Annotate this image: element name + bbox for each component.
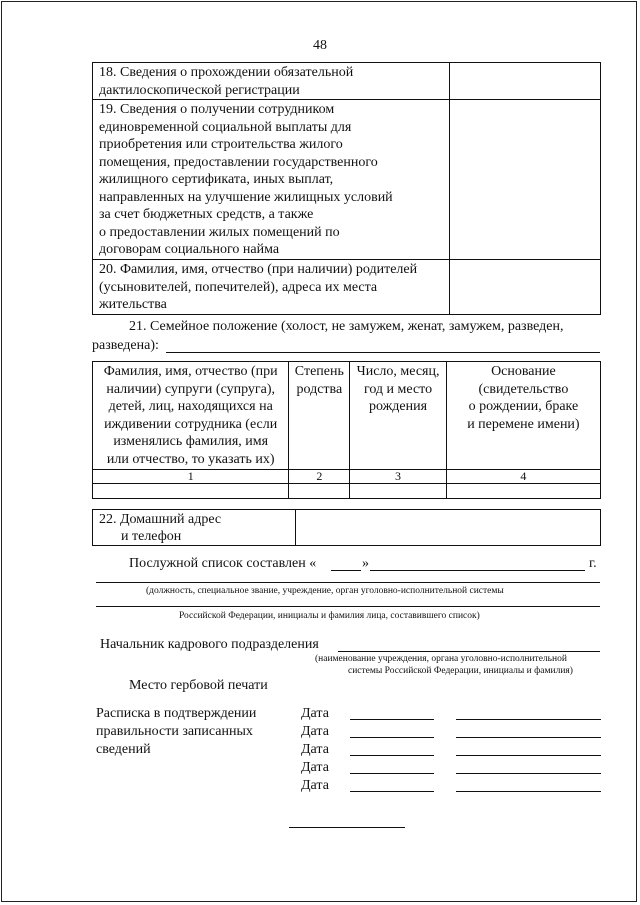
receipt-line-1: Расписка в подтверждении [96, 706, 257, 721]
empty-cell[interactable] [93, 484, 289, 499]
table-row [93, 63, 601, 100]
date-input-line[interactable] [350, 719, 434, 720]
compiled-day-input[interactable] [331, 570, 361, 571]
page-number: 48 [313, 38, 327, 53]
family-status-input-line[interactable] [166, 352, 600, 353]
receipt-line-3: сведений [96, 742, 151, 757]
signature-input-line[interactable] [456, 755, 601, 756]
signature-input-line[interactable] [456, 737, 601, 738]
compiler-name-line[interactable] [96, 606, 600, 607]
compiler-position-line[interactable] [96, 582, 600, 583]
compiler-caption-1: (должность, специальное звание, учреждение, орган уголовно-исполнительной системы [146, 586, 504, 596]
date-label: Дата [301, 706, 329, 721]
date-label: Дата [301, 760, 329, 775]
table-row [93, 260, 601, 315]
item-18-value-cell[interactable] [450, 63, 601, 100]
header-birth: Число, месяц, год и место рождения [350, 362, 447, 470]
date-label: Дата [301, 778, 329, 793]
item-19-label: 19. Сведения о получении сотрудником единовременной социальной выплаты для приобретения или строительства жилого помещения, предоставлении государственного жилищного сертификата, иных выплат, направленных на улучшение жилищных условий за счет бюджетных средств, а также о предоставлении жилых помещений по договорам социального найма [93, 100, 450, 260]
family-status-line2: разведена): [92, 338, 159, 353]
empty-cell[interactable] [446, 484, 600, 499]
family-status-line1: 21. Семейное положение (холост, не замужем, женат, замужем, разведен, [129, 319, 564, 334]
address-value-cell[interactable] [296, 510, 601, 546]
hr-head-label: Начальник кадрового подразделения [100, 637, 319, 652]
date-label: Дата [301, 724, 329, 739]
item-20-label: 20. Фамилия, имя, отчество (при наличии) родителей (усыновителей, попечителей), адреса их места жительства [93, 260, 450, 315]
item-18-label: 18. Сведения о прохождении обязательной дактилоскопической регистрации [93, 63, 450, 100]
column-number: 3 [350, 470, 447, 484]
compiled-prefix: Послужной список составлен « [129, 556, 317, 571]
header-basis: Основание (свидетельство о рождении, браке и перемене имени) [446, 362, 600, 470]
signature-input-line[interactable] [456, 719, 601, 720]
column-number: 1 [93, 470, 289, 484]
table-row [93, 100, 601, 260]
column-number: 4 [446, 470, 600, 484]
hr-head-caption-2: системы Российской Федерации, инициалы и фамилия) [348, 666, 573, 676]
info-table [92, 62, 601, 315]
date-input-line[interactable] [350, 737, 434, 738]
compiled-mid: » [362, 556, 369, 571]
address-label: 22. Домашний адрес и телефон [93, 510, 296, 546]
hr-head-caption-1: (наименование учреждения, органа уголовно-исполнительной [315, 654, 567, 664]
empty-cell[interactable] [350, 484, 447, 499]
header-full-name: Фамилия, имя, отчество (при наличии) супруги (супруга), детей, лиц, находящихся на иждивении сотрудника (если изменялись фамилия, имя или отчество, то указать их) [93, 362, 289, 470]
signature-input-line[interactable] [456, 773, 601, 774]
seal-place: Место гербовой печати [129, 678, 268, 693]
family-table [92, 361, 601, 499]
compiled-suffix: г. [589, 556, 597, 571]
compiler-caption-2: Российской Федерации, инициалы и фамилия лица, составившего список) [179, 611, 480, 621]
footer-separator [289, 827, 405, 828]
signature-input-line[interactable] [456, 791, 601, 792]
empty-cell[interactable] [289, 484, 350, 499]
column-number: 2 [289, 470, 350, 484]
family-table-number-row [93, 470, 601, 484]
date-input-line[interactable] [350, 791, 434, 792]
table-row [93, 484, 601, 499]
family-table-header-row [93, 362, 601, 470]
header-relation: Степень родства [289, 362, 350, 470]
table-row [93, 510, 601, 546]
date-input-line[interactable] [350, 773, 434, 774]
address-table [92, 509, 601, 546]
receipt-line-2: правильности записанных [96, 724, 253, 739]
date-label: Дата [301, 742, 329, 757]
compiled-month-year-input[interactable] [370, 570, 585, 571]
item-20-value-cell[interactable] [450, 260, 601, 315]
hr-head-input-line[interactable] [338, 651, 600, 652]
date-input-line[interactable] [350, 755, 434, 756]
item-19-value-cell[interactable] [450, 100, 601, 260]
